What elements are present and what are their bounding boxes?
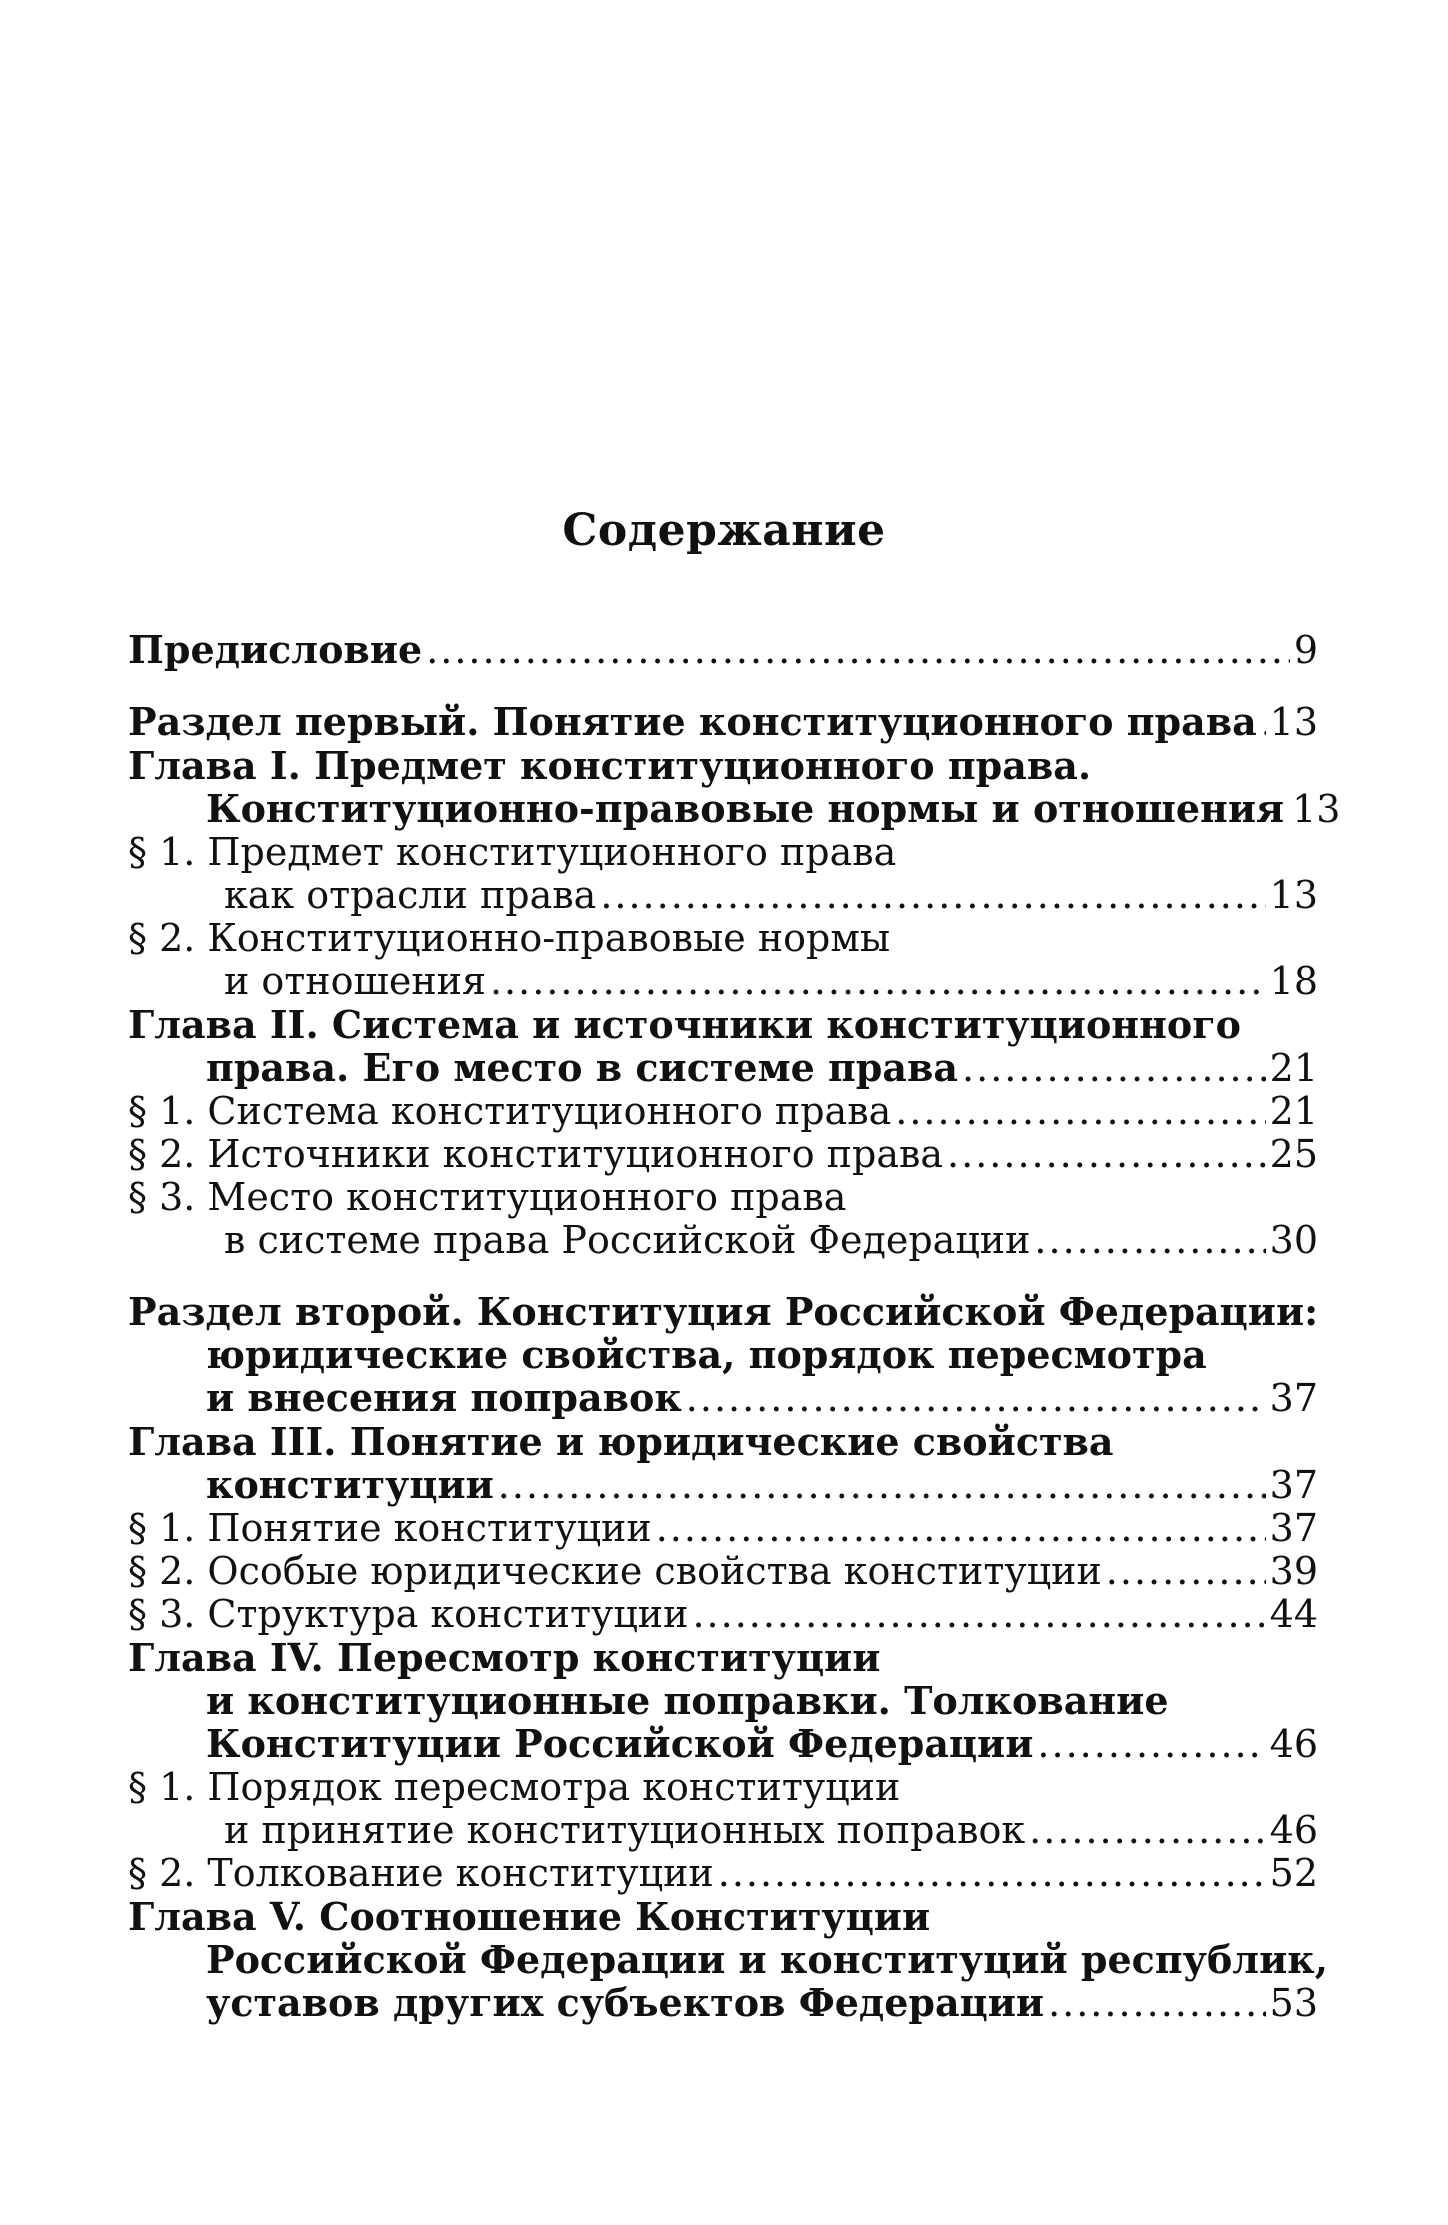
toc-entry-text: Глава I. Предмет конституционного права. xyxy=(128,743,1092,788)
toc-entry-text: Глава V. Соотношение Конституции xyxy=(128,1894,931,1939)
page-number: 37 xyxy=(1269,1376,1318,1420)
toc-entry-line xyxy=(128,1333,1318,1376)
page-number: 13 xyxy=(1269,873,1318,917)
toc-entry-line xyxy=(128,786,1341,831)
toc-entry-line xyxy=(128,1420,1318,1463)
toc-entry-text: Раздел первый. Понятие конституционного права xyxy=(128,699,1257,744)
toc-entry-line xyxy=(128,1766,1318,1809)
toc-entry-line xyxy=(128,831,1318,874)
toc-entry-text: Глава IV. Пересмотр конституции xyxy=(128,1635,881,1680)
toc-entry-text: § 2. Толкование конституции xyxy=(128,1851,714,1895)
page-number: 53 xyxy=(1269,1981,1318,2025)
toc-entry-text: § 1. Система конституционного права xyxy=(128,1089,892,1133)
toc-entry-line xyxy=(128,1176,1318,1219)
toc-entry-line xyxy=(128,1593,1318,1636)
toc-entry-line xyxy=(128,1895,1318,1938)
toc-entry-text: Конституционно-правовые нормы и отношения xyxy=(206,786,1285,831)
toc-entry-line xyxy=(128,1376,1318,1420)
toc-entry-text: § 2. Конституционно-правовые нормы xyxy=(128,916,891,960)
toc-entry-line xyxy=(128,1550,1318,1593)
toc-entry-line xyxy=(128,874,1318,917)
toc-entry-line xyxy=(128,1809,1318,1852)
toc-entry-line xyxy=(128,1507,1318,1550)
toc-entry-line xyxy=(128,700,1318,744)
toc-entry-line xyxy=(128,1046,1318,1090)
toc-entry-line xyxy=(128,1463,1318,1507)
toc-entry-text: § 2. Особые юридические свойства конституции xyxy=(128,1549,1102,1593)
toc-entry-text: Глава III. Понятие и юридические свойства xyxy=(128,1419,1114,1464)
page-number: 21 xyxy=(1269,1089,1318,1133)
page-number: 52 xyxy=(1269,1851,1318,1895)
toc-entry[interactable] xyxy=(128,1852,1318,1895)
toc-entry-line xyxy=(128,1981,1318,2025)
toc-entry-text: конституции xyxy=(206,1462,494,1507)
toc-entry[interactable] xyxy=(128,831,1318,917)
section-spacer xyxy=(128,672,1318,700)
page-number: 25 xyxy=(1269,1132,1318,1176)
dot-leader xyxy=(718,1852,1266,1895)
page-number: 21 xyxy=(1269,1046,1318,1090)
toc-entry-line xyxy=(128,1090,1318,1133)
toc-entry-text: § 1. Порядок пересмотра конституции xyxy=(128,1765,901,1809)
toc-entry-line xyxy=(128,1937,1328,1982)
toc-entry[interactable] xyxy=(128,1766,1318,1852)
page-number: 46 xyxy=(1269,1808,1318,1852)
section-spacer xyxy=(128,1262,1318,1290)
toc-entry[interactable] xyxy=(128,1420,1318,1507)
toc-entry-text: Российской Федерации и конституций республик, xyxy=(206,1937,1328,1982)
dot-leader xyxy=(1261,701,1266,744)
toc-entry[interactable] xyxy=(128,1090,1318,1133)
page-number: 9 xyxy=(1293,628,1318,672)
toc-entry-line xyxy=(128,917,1318,960)
page-number: 18 xyxy=(1269,959,1318,1003)
dot-leader xyxy=(1034,1219,1265,1262)
dot-leader xyxy=(498,1464,1266,1507)
toc-entry-text: § 3. Место конституционного права xyxy=(128,1175,847,1219)
dot-leader xyxy=(426,629,1290,672)
toc-entry-text: в системе права Российской Федерации xyxy=(224,1218,1031,1262)
toc-entry-line xyxy=(128,1219,1318,1262)
toc-entry-text: § 1. Предмет конституционного права xyxy=(128,830,897,874)
dot-leader xyxy=(1029,1809,1265,1852)
toc-entry-line xyxy=(128,960,1318,1003)
toc-entry[interactable] xyxy=(128,1593,1318,1636)
toc-entry-text: и внесения поправок xyxy=(206,1375,682,1420)
table-of-contents xyxy=(128,627,1341,2025)
toc-entry[interactable] xyxy=(128,1636,1318,1766)
page-number: 39 xyxy=(1269,1549,1318,1593)
page-number: 30 xyxy=(1269,1218,1318,1262)
toc-entry-line xyxy=(128,1003,1318,1046)
dot-leader xyxy=(656,1507,1266,1550)
toc-entry-text: юридические свойства, порядок пересмотра xyxy=(206,1332,1207,1377)
toc-entry-line xyxy=(128,1133,1318,1176)
page-title: Содержание xyxy=(562,505,886,556)
toc-entry-text: и отношения xyxy=(224,959,486,1003)
toc-entry-text: Раздел второй. Конституция Российской Федерации: xyxy=(128,1289,1319,1334)
toc-entry[interactable] xyxy=(128,1290,1318,1420)
page-number: 37 xyxy=(1269,1463,1318,1507)
toc-entry[interactable] xyxy=(128,1507,1318,1550)
toc-entry-line xyxy=(128,1852,1318,1895)
page-number: 46 xyxy=(1269,1722,1318,1766)
toc-entry[interactable] xyxy=(128,917,1318,1003)
toc-entry-text: и принятие конституционных поправок xyxy=(224,1808,1026,1852)
toc-entry[interactable] xyxy=(128,628,1318,672)
dot-leader xyxy=(490,960,1266,1003)
page-number: 44 xyxy=(1269,1592,1318,1636)
toc-entry-text: как отрасли права xyxy=(224,873,597,917)
toc-entry-text: уставов других субъектов Федерации xyxy=(206,1980,1045,2025)
toc-entry-text: § 3. Структура конституции xyxy=(128,1592,689,1636)
toc-entry-line xyxy=(128,1290,1318,1333)
toc-entry-line xyxy=(128,744,1318,787)
toc-entry-text: Предисловие xyxy=(128,627,423,672)
toc-entry-text: § 2. Источники конституционного права xyxy=(128,1132,944,1176)
toc-entry-text: и конституционные поправки. Толкование xyxy=(206,1678,1169,1723)
toc-entry[interactable] xyxy=(128,1894,1328,2025)
dot-leader xyxy=(947,1133,1266,1176)
toc-entry-text: Глава II. Система и источники конституционного xyxy=(128,1002,1241,1047)
dot-leader xyxy=(692,1593,1265,1636)
page-number: 37 xyxy=(1269,1506,1318,1550)
toc-entry[interactable] xyxy=(128,1176,1318,1262)
toc-entry-text: права. Его место в системе права xyxy=(206,1045,959,1090)
toc-entry-line xyxy=(128,628,1318,672)
dot-leader xyxy=(962,1047,1266,1090)
toc-entry[interactable] xyxy=(128,743,1341,831)
toc-entry-text: § 1. Понятие конституции xyxy=(128,1506,652,1550)
toc-entry-line xyxy=(128,1679,1318,1722)
toc-entry[interactable] xyxy=(128,1550,1318,1593)
dot-leader xyxy=(895,1090,1265,1133)
toc-entry-line xyxy=(128,1722,1318,1766)
toc-entry[interactable] xyxy=(128,700,1318,744)
toc-entry[interactable] xyxy=(128,1003,1318,1090)
dot-leader xyxy=(1106,1550,1266,1593)
toc-entry-text: Конституции Российской Федерации xyxy=(206,1721,1034,1766)
dot-leader xyxy=(686,1377,1266,1420)
toc-entry[interactable] xyxy=(128,1133,1318,1176)
dot-leader xyxy=(1048,1982,1266,2025)
dot-leader xyxy=(1037,1723,1265,1766)
page-number: 13 xyxy=(1292,787,1341,831)
toc-entry-line xyxy=(128,1636,1318,1679)
dot-leader xyxy=(600,874,1265,917)
page-number: 13 xyxy=(1269,700,1318,744)
